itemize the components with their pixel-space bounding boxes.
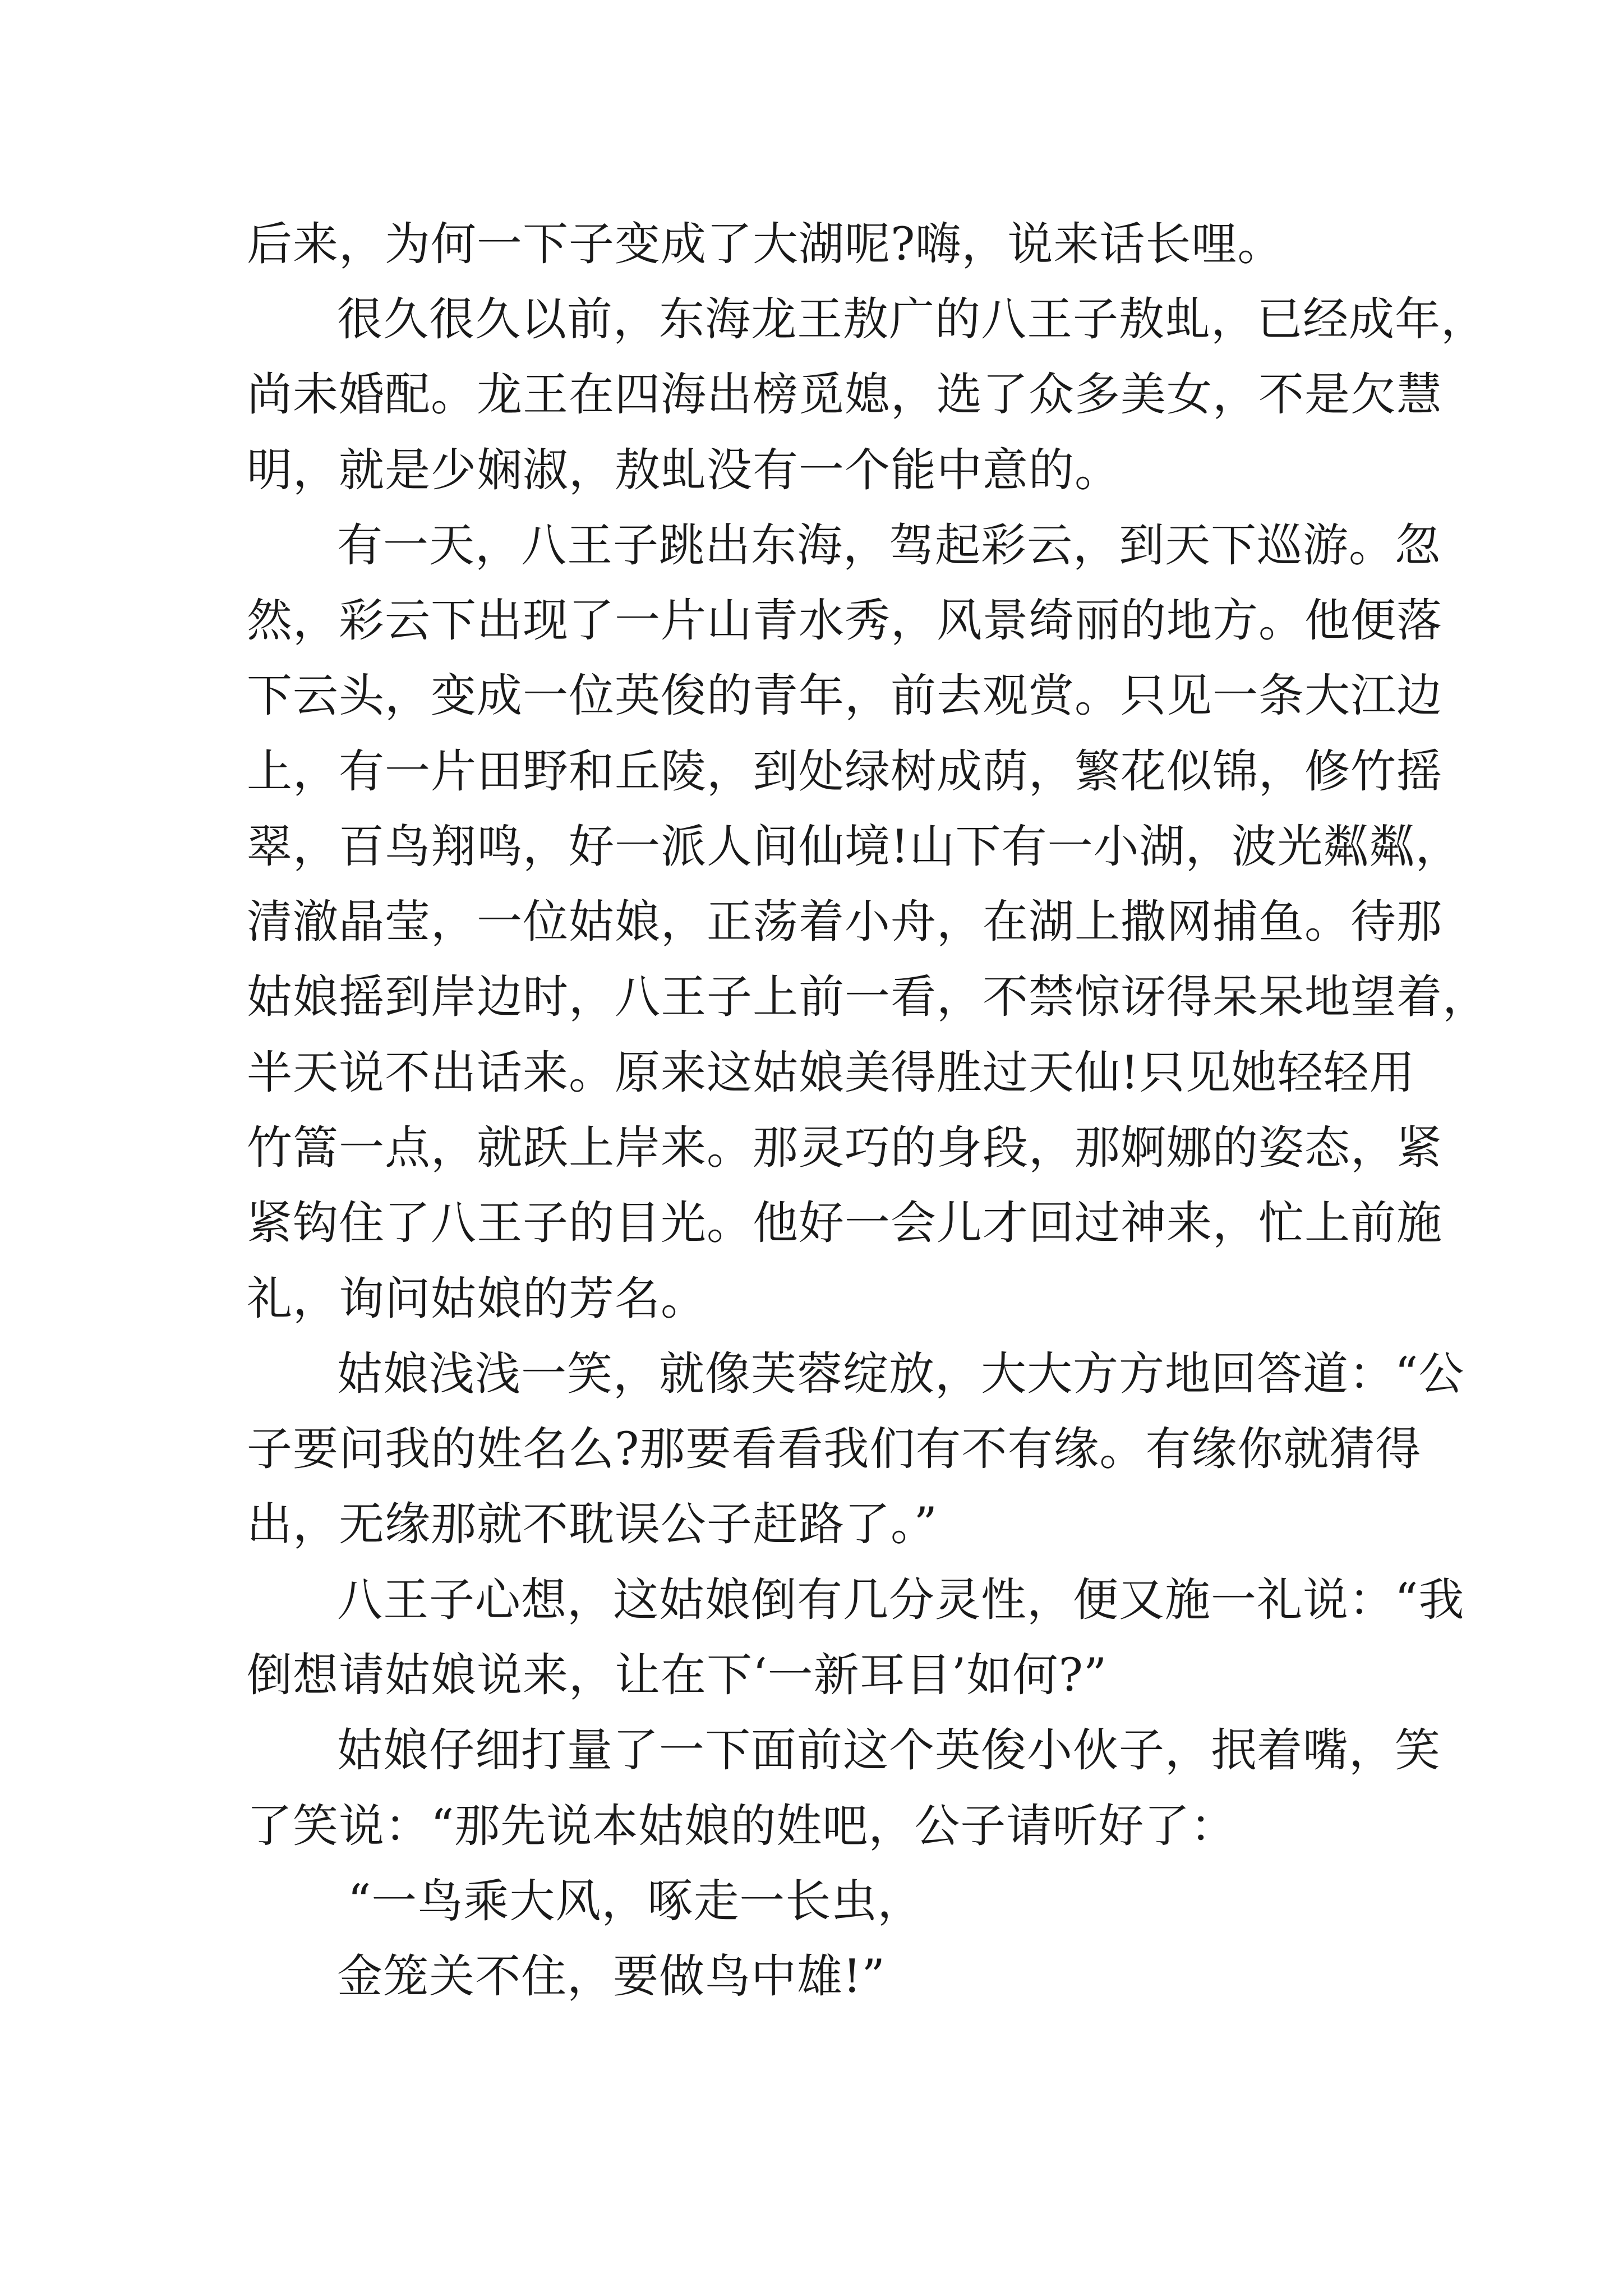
- text-line: 出，无缘那就不耽误公子赶路了。”: [247, 1498, 938, 1551]
- text-line: 礼，询问姑娘的芳名。: [247, 1273, 707, 1326]
- text-line: 上，有一片田野和丘陵，到处绿树成荫，繁花似锦，修竹摇: [247, 746, 1443, 798]
- text-line: 竹篙一点，就跃上岸来。那灵巧的身段，那婀娜的姿态，紧: [247, 1122, 1443, 1175]
- paragraph-start-line: 有一天，八王子跳出东海，驾起彩云，到天下巡游。忽: [337, 519, 1441, 572]
- text-line: 倒想请姑娘说来，让在下‘一新耳目’如何?”: [247, 1649, 1108, 1702]
- text-line: 姑娘摇到岸边时，八王子上前一看，不禁惊讶得呆呆地望着，: [247, 971, 1489, 1024]
- text-line: 后来，为何一下子变成了大湖呢?嗨，说来话长哩。: [247, 218, 1284, 271]
- text-line: 清澈晶莹，一位姑娘，正荡着小舟，在湖上撒网捕鱼。待那: [247, 896, 1443, 949]
- paragraph-start-line: 姑娘仔细打量了一下面前这个英俊小伙子，抿着嘴，笑: [337, 1724, 1441, 1777]
- text-line: 半天说不出话来。原来这姑娘美得胜过天仙!只见她轻轻用: [247, 1047, 1415, 1099]
- paragraph-start-line: 八王子心想，这姑娘倒有几分灵性，便又施一礼说：“我: [337, 1574, 1465, 1627]
- poem-line: 金笼关不住，要做鸟中雄!”: [337, 1950, 886, 2003]
- paragraph-start-line: 很久很久以前，东海龙王敖广的八王子敖虬，已经成年，: [337, 293, 1487, 346]
- poem-line: “一鸟乘大风，啄走一长虫，: [348, 1875, 924, 1928]
- text-line: 下云头，变成一位英俊的青年，前去观赏。只见一条大江边: [247, 670, 1443, 723]
- text-line: 了笑说：“那先说本姑娘的姓吧，公子请听好了：: [247, 1800, 1237, 1853]
- text-line: 子要问我的姓名么?那要看看我们有不有缘。有缘你就猜得: [247, 1423, 1422, 1476]
- text-line: 紧钩住了八王子的目光。他好一会儿才回过神来，忙上前施: [247, 1197, 1443, 1250]
- text-line: 然，彩云下出现了一片山青水秀，风景绮丽的地方。他便落: [247, 595, 1443, 647]
- text-line: 明，就是少娴淑，敖虬没有一个能中意的。: [247, 444, 1121, 497]
- paragraph-start-line: 姑娘浅浅一笑，就像芙蓉绽放，大大方方地回答道：“公: [337, 1348, 1465, 1401]
- text-line: 尚未婚配。龙王在四海出榜觅媳，选了众多美女，不是欠慧: [247, 369, 1443, 421]
- text-line: 翠，百鸟翔鸣，好一派人间仙境!山下有一小湖，波光粼粼，: [247, 821, 1461, 873]
